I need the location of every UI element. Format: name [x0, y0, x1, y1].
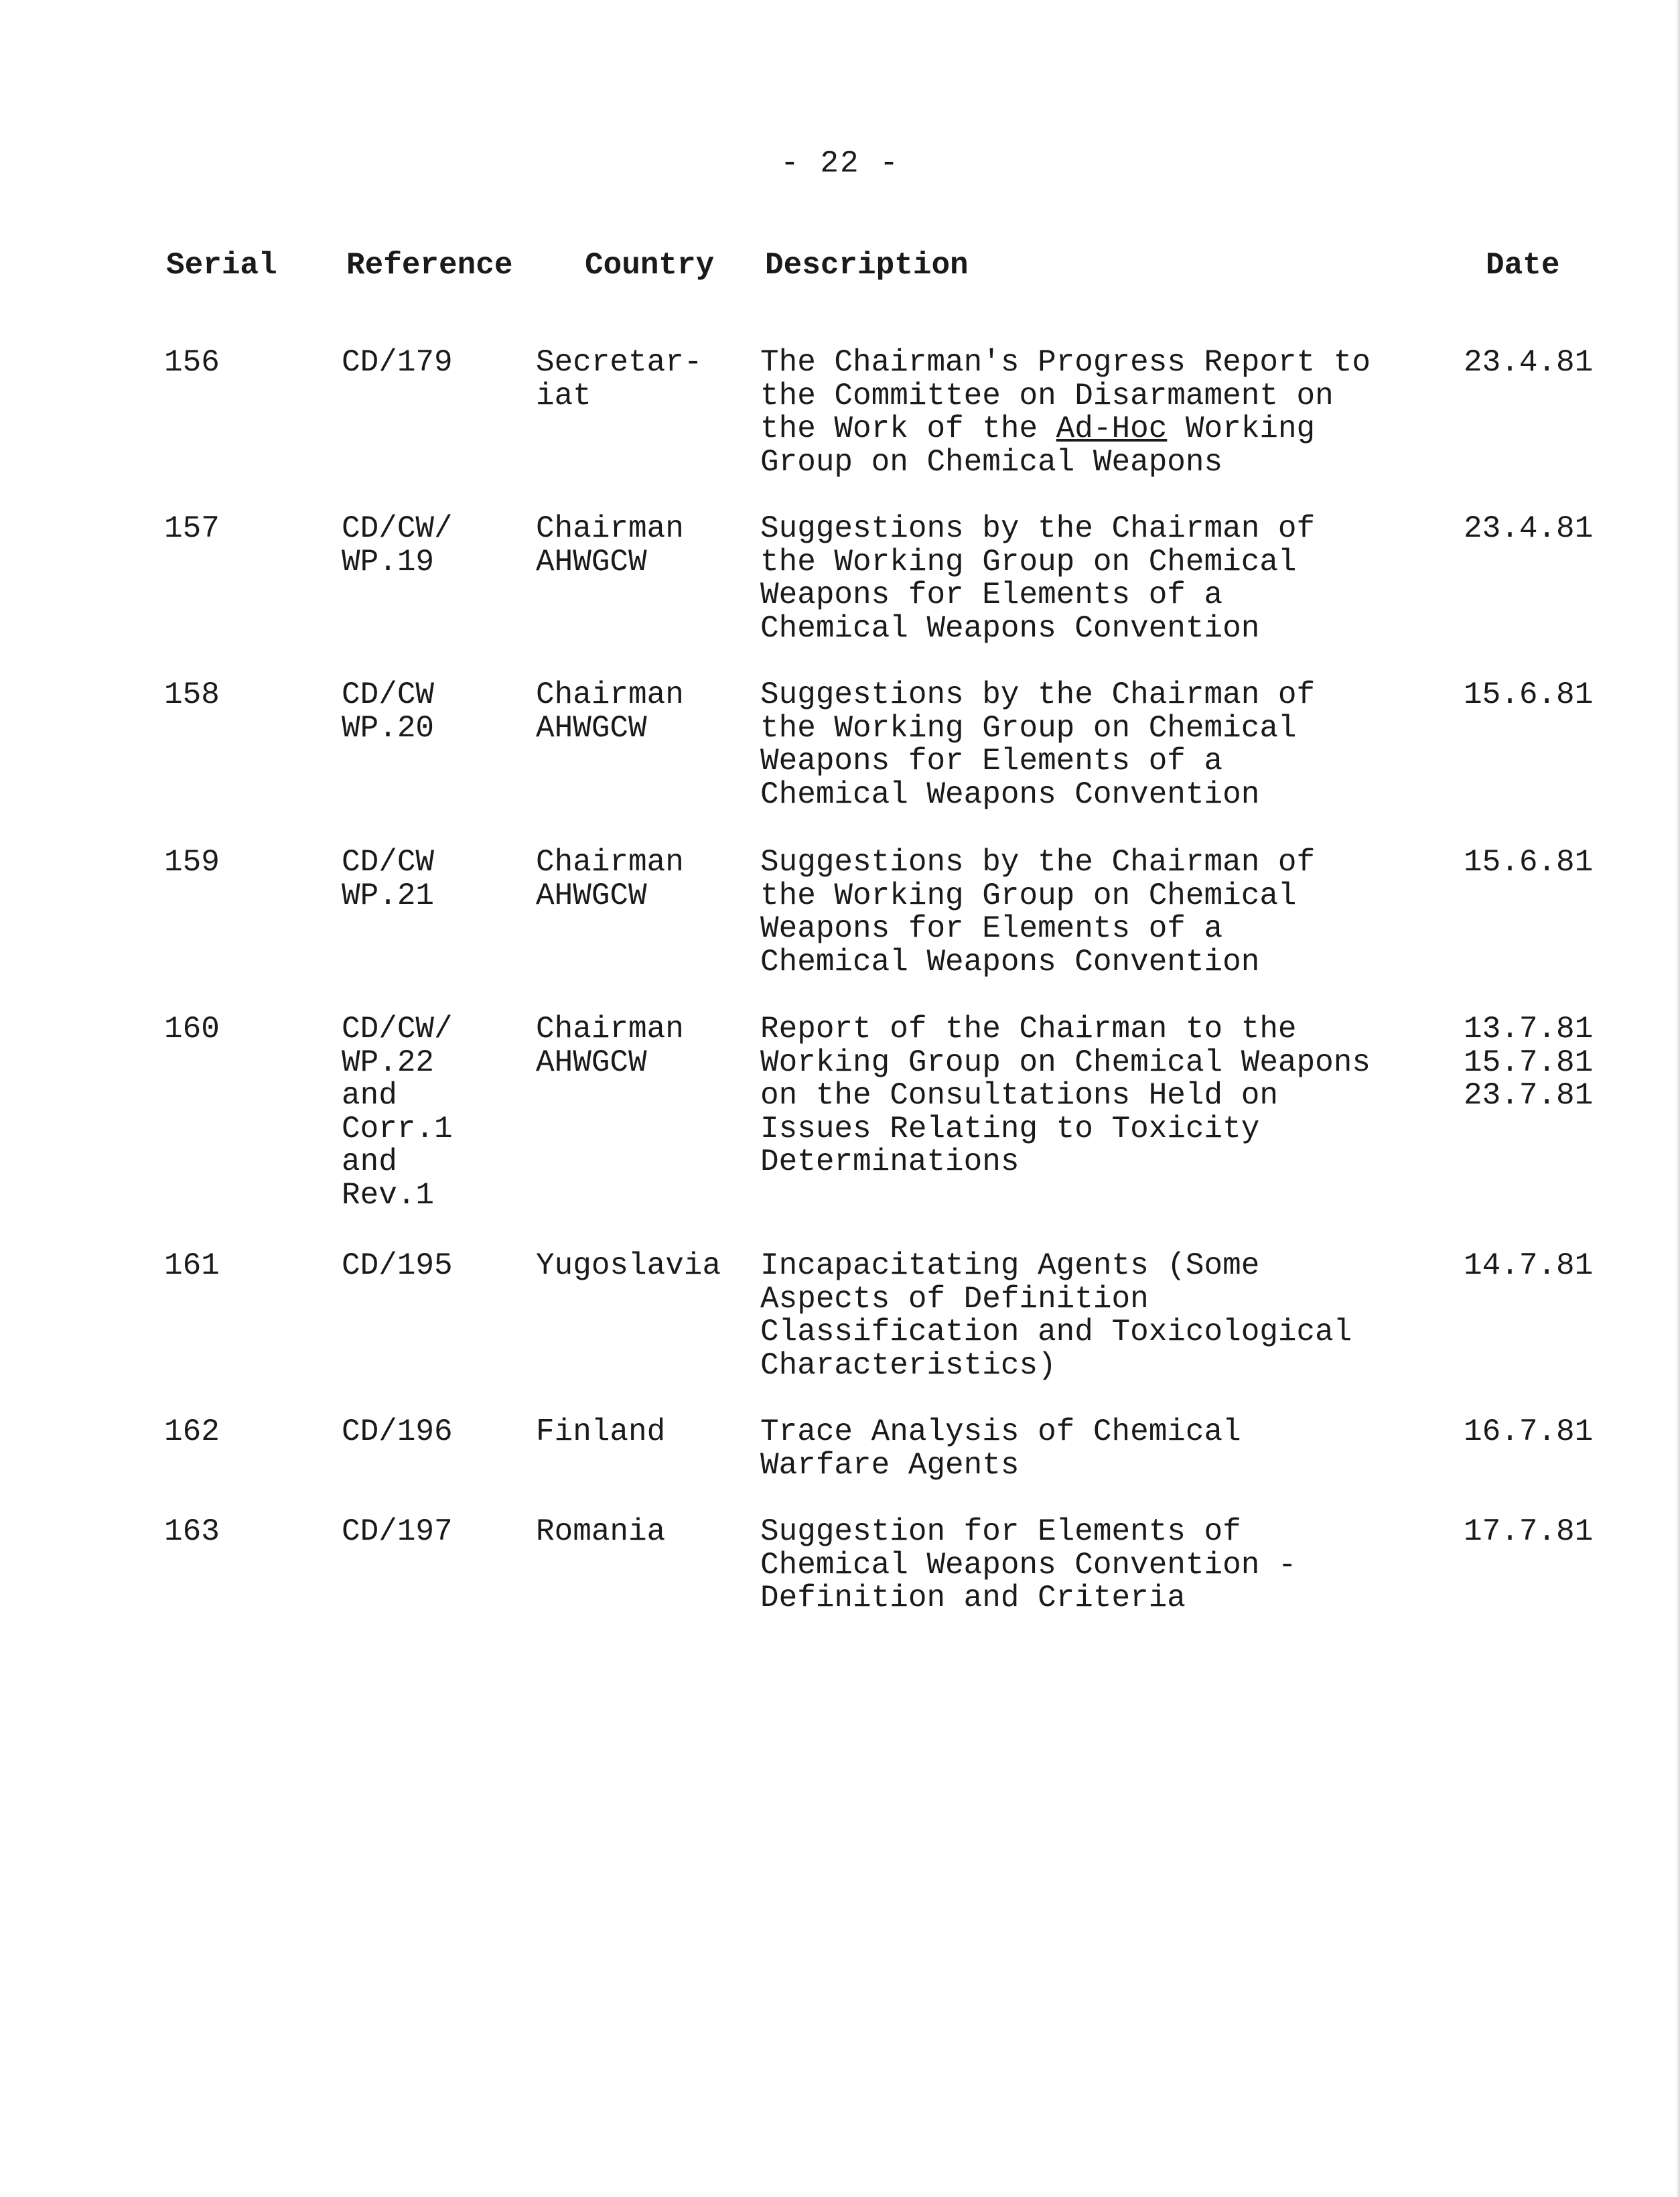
- reference-cell: [342, 346, 453, 380]
- serial-cell: 158: [164, 677, 220, 712]
- country-cell: [536, 1416, 665, 1449]
- header-date: Date: [1486, 248, 1560, 283]
- description-cell-line: Suggestion for Elements of: [760, 1514, 1241, 1549]
- reference-cell-line: CD/CW/: [342, 511, 453, 546]
- country-cell-line: AHWGCW: [536, 544, 647, 580]
- serial-cell: 161: [164, 1248, 220, 1283]
- description-cell: [760, 1416, 1241, 1482]
- description-cell: [760, 1013, 1371, 1179]
- reference-cell-line: WP.19: [342, 544, 435, 580]
- date-cell: [1464, 679, 1593, 712]
- description-cell-line: Weapons for Elements of a: [760, 578, 1223, 612]
- reference-cell-line: Rev.1: [342, 1177, 435, 1213]
- serial-cell: 163: [164, 1514, 220, 1549]
- reference-cell: [342, 1516, 453, 1549]
- description-cell-line: Definition and Criteria: [760, 1581, 1186, 1615]
- reference-cell-line: CD/CW: [342, 677, 435, 712]
- description-cell-line: the Working Group on Chemical: [760, 544, 1297, 580]
- country-cell: [536, 846, 684, 913]
- description-cell-line: Chemical Weapons Convention: [760, 944, 1260, 980]
- reference-cell: [342, 1250, 453, 1283]
- description-cell-line: Warfare Agents: [760, 1447, 1020, 1483]
- serial-cell: 159: [164, 845, 220, 880]
- description-cell: [760, 346, 1371, 479]
- date-cell-line: 14.7.81: [1464, 1248, 1594, 1283]
- reference-cell-line: WP.20: [342, 710, 435, 746]
- country-cell-line: iat: [536, 378, 591, 413]
- reference-cell-line: CD/197: [342, 1514, 453, 1549]
- date-cell-line: 15.7.81: [1464, 1045, 1594, 1080]
- description-cell-line: Aspects of Definition: [760, 1281, 1149, 1317]
- description-cell-line: The Chairman's Progress Report to: [760, 345, 1371, 380]
- date-cell-line: 23.4.81: [1464, 345, 1594, 380]
- reference-cell: [342, 846, 434, 913]
- reference-cell: [342, 679, 434, 745]
- serial-cell: 156: [164, 345, 220, 380]
- reference-cell-line: CD/196: [342, 1414, 453, 1449]
- header-serial: Serial: [166, 248, 277, 283]
- country-cell: [536, 513, 684, 579]
- header-reference: Reference: [346, 248, 513, 283]
- description-cell-line: Weapons for Elements of a: [760, 911, 1223, 946]
- reference-cell-line: and: [342, 1144, 397, 1179]
- reference-cell-line: WP.21: [342, 878, 435, 913]
- description-cell-line: Incapacitating Agents (Some: [760, 1248, 1260, 1283]
- date-cell-line: 13.7.81: [1464, 1012, 1594, 1047]
- date-cell-line: 15.6.81: [1464, 845, 1594, 880]
- country-cell: [536, 1250, 721, 1283]
- country-cell-line: Secretar-: [536, 345, 703, 380]
- description-cell: [760, 846, 1315, 979]
- date-cell: [1464, 346, 1593, 380]
- reference-cell: [342, 1013, 453, 1212]
- date-cell: [1464, 1250, 1593, 1283]
- reference-cell: [342, 1416, 453, 1449]
- country-cell: [536, 1516, 665, 1549]
- header-country: Country: [585, 248, 715, 283]
- date-cell: [1464, 513, 1593, 546]
- description-cell-line: Weapons for Elements of a: [760, 744, 1223, 779]
- country-cell: [536, 346, 702, 413]
- description-cell-line: the Committee on Disarmament on: [760, 378, 1334, 413]
- header-description: Description: [765, 248, 969, 283]
- date-cell-line: 16.7.81: [1464, 1414, 1594, 1449]
- country-cell-line: Chairman: [536, 1012, 684, 1047]
- country-cell-line: AHWGCW: [536, 1045, 647, 1080]
- reference-cell-line: CD/CW/: [342, 1012, 453, 1047]
- description-cell-line: Determinations: [760, 1144, 1020, 1179]
- description-cell-line: Chemical Weapons Convention: [760, 610, 1260, 646]
- description-cell: [760, 1516, 1297, 1615]
- date-cell-line: 23.7.81: [1464, 1078, 1594, 1113]
- serial-cell: 160: [164, 1012, 220, 1047]
- description-cell: [760, 513, 1315, 645]
- reference-cell: [342, 513, 453, 579]
- country-cell-line: Chairman: [536, 677, 684, 712]
- reference-cell-line: and: [342, 1078, 397, 1113]
- description-cell-line: Chemical Weapons Convention -: [760, 1547, 1297, 1583]
- reference-cell-line: Corr.1: [342, 1111, 453, 1146]
- description-cell-line: the Working Group on Chemical: [760, 878, 1297, 913]
- country-cell-line: AHWGCW: [536, 710, 647, 746]
- serial-cell: 157: [164, 511, 220, 546]
- reference-cell-line: CD/179: [342, 345, 453, 380]
- description-cell-line: Issues Relating to Toxicity: [760, 1111, 1260, 1146]
- description-cell-line: Working Group on Chemical Weapons: [760, 1045, 1371, 1080]
- date-cell-line: 23.4.81: [1464, 511, 1594, 546]
- serial-cell: 162: [164, 1414, 220, 1449]
- description-cell: [760, 679, 1315, 811]
- description-cell-line: on the Consultations Held on: [760, 1078, 1278, 1113]
- page-number: - 22 -: [780, 146, 900, 181]
- description-cell-line: Classification and Toxicological: [760, 1315, 1352, 1349]
- country-cell: [536, 1013, 684, 1079]
- description-cell-line: Chemical Weapons Convention: [760, 777, 1260, 812]
- description-cell-line: Suggestions by the Chairman of: [760, 845, 1316, 880]
- description-cell-line: Report of the Chairman to the: [760, 1012, 1297, 1047]
- page-edge-shadow: [1676, 0, 1680, 2197]
- date-cell-line: 15.6.81: [1464, 677, 1594, 712]
- reference-cell-line: WP.22: [342, 1045, 435, 1080]
- description-cell-line: Suggestions by the Chairman of: [760, 677, 1316, 712]
- country-cell-line: Romania: [536, 1514, 666, 1549]
- date-cell: [1464, 1013, 1593, 1113]
- country-cell-line: Finland: [536, 1414, 666, 1449]
- country-cell-line: AHWGCW: [536, 878, 647, 913]
- description-cell-line: Characteristics): [760, 1347, 1056, 1383]
- table-header: [0, 248, 1680, 288]
- date-cell: [1464, 1416, 1593, 1449]
- reference-cell-line: CD/195: [342, 1248, 453, 1283]
- reference-cell-line: CD/CW: [342, 845, 435, 880]
- country-cell-line: Chairman: [536, 511, 684, 546]
- description-cell-line: Trace Analysis of Chemical: [760, 1414, 1241, 1449]
- description-cell-line: Suggestions by the Chairman of: [760, 511, 1316, 546]
- description-cell-line: the Working Group on Chemical: [760, 710, 1297, 746]
- description-cell-line: the Work of the Ad-Hoc Working: [760, 411, 1316, 446]
- country-cell-line: Chairman: [536, 845, 684, 880]
- country-cell-line: Yugoslavia: [536, 1248, 721, 1283]
- date-cell-line: 17.7.81: [1464, 1514, 1594, 1549]
- description-cell: [760, 1250, 1352, 1382]
- description-cell-line: Group on Chemical Weapons: [760, 444, 1223, 480]
- date-cell: [1464, 846, 1593, 880]
- date-cell: [1464, 1516, 1593, 1549]
- country-cell: [536, 679, 684, 745]
